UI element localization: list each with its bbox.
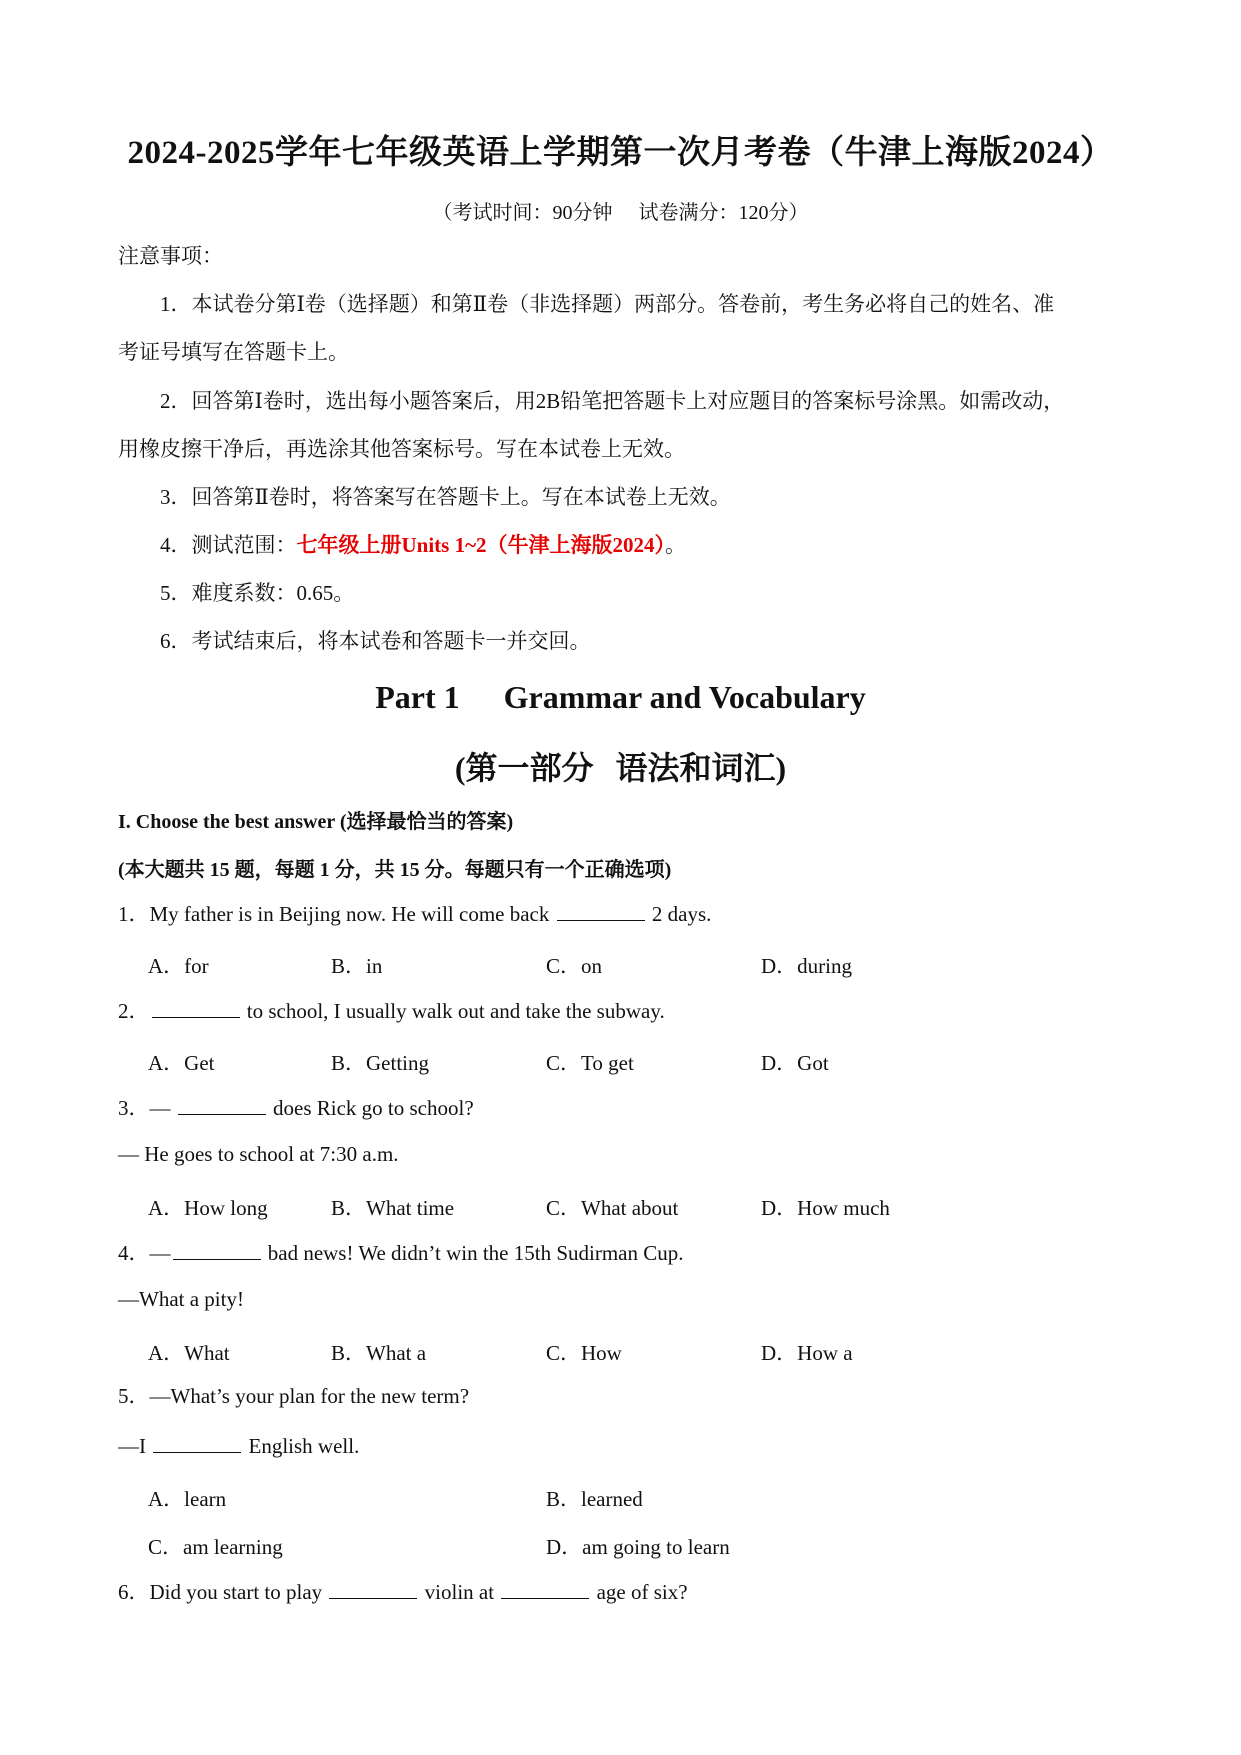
page-title: 2024-2025学年七年级英语上学期第一次月考卷（牛津上海版2024） [127, 135, 1114, 171]
note-item-2-line-1: 2．回答第Ⅰ卷时，选出每小题答案后，用2B铅笔把答题卡上对应题目的答案标号涂黑。如需改动， [160, 389, 1065, 413]
answer-blank [329, 1580, 417, 1599]
note-item-6: 6．考试结束后，将本试卷和答题卡一并交回。 [160, 629, 591, 653]
answer-blank [501, 1580, 589, 1599]
note-item-4-suffix: 。 [665, 533, 687, 557]
answer-blank [178, 1096, 266, 1115]
note-item-2-line-2: 用橡皮擦干净后，再选涂其他答案标号。写在本试卷上无效。 [118, 437, 685, 461]
question-4-reply: —What a pity! [118, 1287, 244, 1311]
notes-heading: 注意事项： [118, 244, 223, 268]
full-score: 试卷满分：120分） [638, 202, 809, 224]
question-5-option-c: C．am learning [148, 1535, 283, 1559]
question-5-option-d: D．am going to learn [546, 1535, 730, 1559]
question-3-option-c: C．What about [546, 1196, 679, 1220]
note-item-1-line-1: 1．本试卷分第Ⅰ卷（选择题）和第Ⅱ卷（非选择题）两部分。答卷前，考生务必将自己的姓名、准 [160, 292, 1055, 316]
question-2-option-d: D．Got [761, 1051, 829, 1075]
question-3-option-b: B．What time [331, 1196, 455, 1220]
question-4-option-a: A．What [148, 1341, 230, 1365]
exam-time: （考试时间：90分钟 [432, 202, 613, 224]
note-item-4-prefix: 4．测试范围： [160, 533, 297, 557]
question-2-stem: 2． to school, I usually walk out and take the subway. [118, 999, 665, 1023]
question-5-option-a: A．learn [148, 1487, 227, 1511]
question-3-option-a: A．How long [148, 1196, 268, 1220]
note-item-4 [160, 535, 686, 556]
question-4-option-c: C．How [546, 1341, 622, 1365]
question-6-stem: 6．Did you start to play violin at age of six? [118, 1580, 688, 1604]
question-3-stem: 3．— does Rick go to school? [118, 1096, 474, 1120]
question-2-option-b: B．Getting [331, 1051, 429, 1075]
answer-blank [173, 1241, 261, 1260]
question-4-option-b: B．What a [331, 1341, 427, 1365]
question-5-stem: 5．—What’s your plan for the new term? [118, 1384, 470, 1408]
question-4-option-d: D．How a [761, 1341, 853, 1365]
answer-blank [152, 999, 240, 1018]
section-heading: I. Choose the best answer (选择最恰当的答案) [118, 811, 514, 833]
question-2-option-c: C．To get [546, 1051, 634, 1075]
question-1-option-a: A．for [148, 954, 209, 978]
part-heading-chinese [0, 743, 1241, 789]
part-heading-english [0, 679, 1241, 716]
question-4-stem: 4．— bad news! We didn’t win the 15th Sudirman Cup. [118, 1241, 684, 1265]
part-number: Part 1 [375, 679, 460, 715]
answer-blank [557, 902, 645, 921]
test-scope: 七年级上册Units 1~2（牛津上海版2024） [296, 533, 666, 557]
question-1-option-b: B．in [331, 954, 383, 978]
question-3-option-d: D．How much [761, 1196, 890, 1220]
note-item-5: 5．难度系数：0.65。 [160, 581, 355, 605]
question-1-option-d: D．during [761, 954, 852, 978]
part-name: Grammar and Vocabulary [503, 679, 866, 715]
question-5-option-b: B．learned [546, 1487, 643, 1511]
question-2-option-a: A．Get [148, 1051, 215, 1075]
answer-blank [153, 1434, 241, 1453]
question-1-option-c: C．on [546, 954, 603, 978]
question-3-reply: — He goes to school at 7:30 a.m. [118, 1142, 399, 1166]
exam-meta [0, 196, 1241, 225]
note-item-1-line-2: 考证号填写在答题卡上。 [118, 340, 349, 364]
part-number-cn: (第一部分 [454, 750, 594, 786]
question-5-reply: —I English well. [118, 1434, 360, 1458]
section-instructions: (本大题共 15 题，每题 1 分，共 15 分。每题只有一个正确选项) [118, 859, 672, 881]
note-item-3: 3．回答第Ⅱ卷时，将答案写在答题卡上。写在本试卷上无效。 [160, 485, 731, 509]
part-name-cn: 语法和词汇) [615, 750, 787, 786]
question-1-stem: 1．My father is in Beijing now. He will come back 2 days. [118, 902, 712, 926]
